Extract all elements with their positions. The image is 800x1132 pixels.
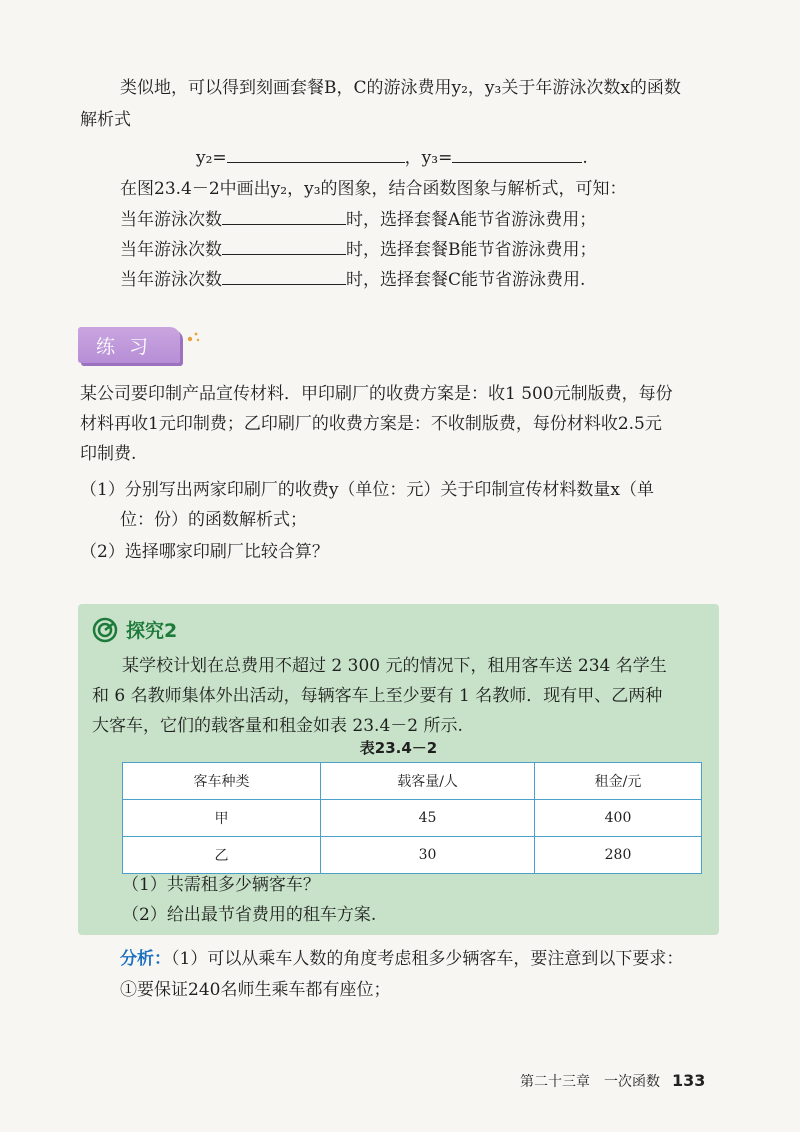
paragraph-line: 在图23.4－2中画出y₂，y₃的图象，结合函数图象与解析式，可知： xyxy=(120,179,627,199)
explore-question-1: （1）共需租多少辆客车？ xyxy=(122,875,320,895)
explore-question-2: （2）给出最节省费用的租车方案. xyxy=(122,905,377,925)
cell-type: 甲 xyxy=(123,800,321,837)
condition-prefix: 当年游泳次数 xyxy=(120,240,222,260)
cell-capacity: 30 xyxy=(321,837,535,874)
condition-b-blank[interactable] xyxy=(222,236,346,255)
explore-title-text: 探究2 xyxy=(126,620,178,642)
condition-b-text: 时，选择套餐B能节省游泳费用； xyxy=(346,240,597,260)
condition-c-text: 时，选择套餐C能节省游泳费用. xyxy=(346,270,586,290)
practice-line: 某公司要印制产品宣传材料．甲印刷厂的收费方案是：收1 500元制版费，每份 xyxy=(80,384,673,404)
explore-line: 和 6 名教师集体外出活动，每辆客车上至少要有 1 名教师．现有甲、乙两种 xyxy=(92,686,663,706)
cell-type: 乙 xyxy=(123,837,321,874)
bus-table xyxy=(122,762,702,874)
header-type: 客车种类 xyxy=(123,763,321,800)
condition-c-blank[interactable] xyxy=(222,266,346,285)
sparkle-dots-icon xyxy=(186,329,202,345)
cell-rent: 400 xyxy=(535,800,702,837)
explore-line: 大客车，它们的载客量和租金如表 23.4－2 所示. xyxy=(92,716,463,736)
period: . xyxy=(582,148,588,168)
condition-a-blank[interactable] xyxy=(222,206,346,225)
explore-title xyxy=(92,616,177,643)
practice-question-2: （2）选择哪家印刷厂比较合算？ xyxy=(80,542,329,562)
practice-tab: 练习 xyxy=(78,327,180,363)
y2-answer-blank[interactable] xyxy=(227,144,405,163)
practice-line: 印制费. xyxy=(80,444,137,464)
practice-question-1-cont: 位：份）的函数解析式； xyxy=(120,510,307,530)
condition-a-text: 时，选择套餐A能节省游泳费用； xyxy=(346,210,597,230)
analysis-label: 分析： xyxy=(120,949,171,969)
formula-blanks-line xyxy=(196,144,588,172)
header-rent: 租金/元 xyxy=(535,763,702,800)
y3-answer-blank[interactable] xyxy=(452,144,582,163)
page-number: 133 xyxy=(672,1071,706,1090)
explore-line: 某学校计划在总费用不超过 2 300 元的情况下，租用客车送 234 名学生 xyxy=(122,656,667,676)
cell-rent: 280 xyxy=(535,837,702,874)
practice-question-1: （1）分别写出两家印刷厂的收费y（单位：元）关于印制宣传材料数量x（单 xyxy=(80,480,655,500)
cell-capacity: 45 xyxy=(321,800,535,837)
y2-label: y₂= xyxy=(196,148,227,168)
target-icon xyxy=(92,617,118,643)
table-row xyxy=(123,837,702,874)
paragraph-line: 解析式 xyxy=(80,110,131,130)
table-row xyxy=(123,800,702,837)
paragraph-line: 类似地，可以得到刻画套餐B，C的游泳费用y₂，y₃关于年游泳次数x的函数 xyxy=(120,78,681,98)
page-footer xyxy=(520,1071,705,1091)
analysis-line: ①要保证240名师生乘车都有座位； xyxy=(120,980,391,1000)
condition-b-line xyxy=(120,236,597,264)
condition-a-line xyxy=(120,206,596,234)
analysis-line xyxy=(120,945,683,973)
condition-c-line xyxy=(120,266,585,294)
y3-label: ，y₃= xyxy=(404,148,453,168)
table-header-row xyxy=(123,763,702,800)
header-capacity: 载客量/人 xyxy=(321,763,535,800)
condition-prefix: 当年游泳次数 xyxy=(120,270,222,290)
table-caption: 表23.4－2 xyxy=(359,739,438,757)
practice-line: 材料再收1元印制费；乙印刷厂的收费方案是：不收制版费，每份材料收2.5元 xyxy=(80,414,662,434)
condition-prefix: 当年游泳次数 xyxy=(120,210,222,230)
chapter-title: 第二十三章 一次函数 xyxy=(520,1074,660,1090)
analysis-text: （1）可以从乘车人数的角度考虑租多少辆客车，要注意到以下要求： xyxy=(171,949,684,969)
